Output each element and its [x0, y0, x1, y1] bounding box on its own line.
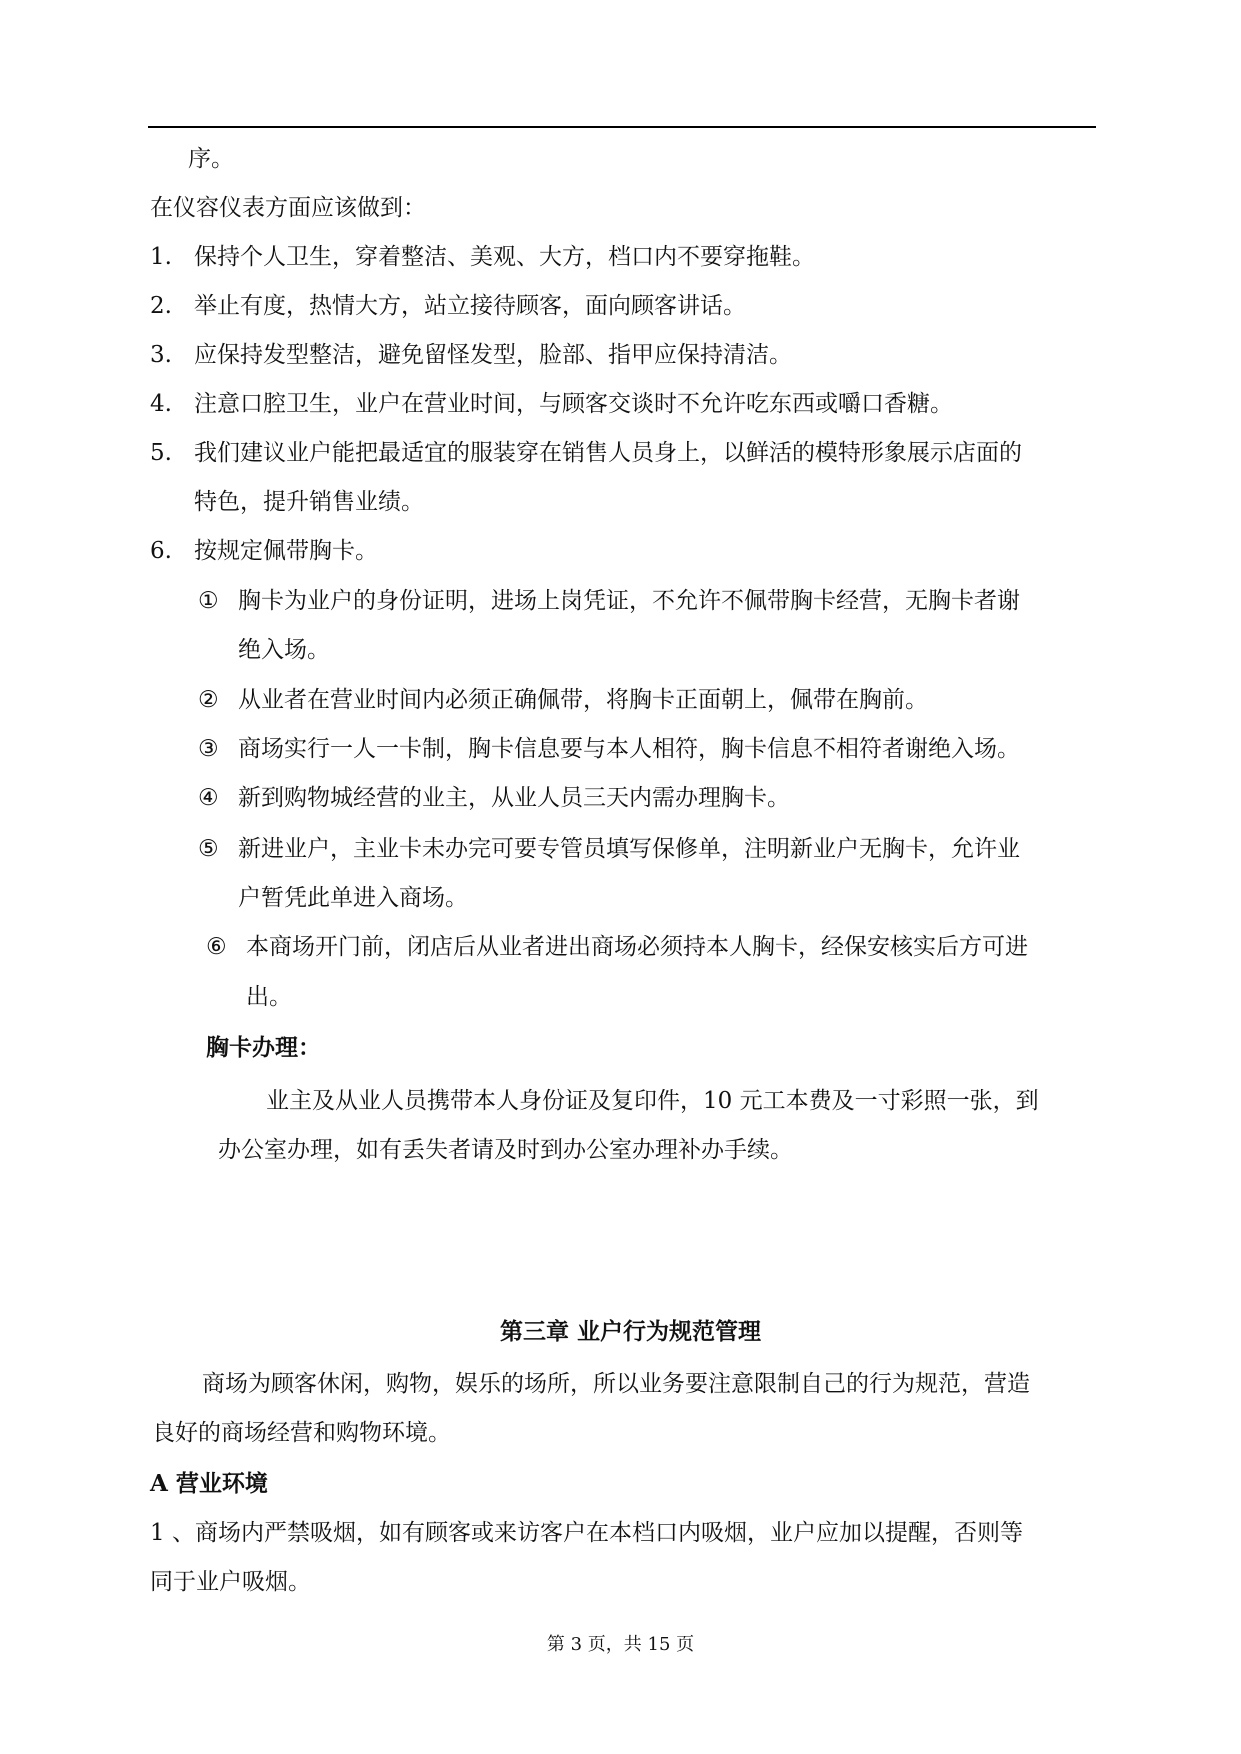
badge-paragraph: 业主及从业人员携带本人身份证及复印件，10 元工本费及一寸彩照一张，到 — [266, 1088, 1039, 1114]
sub-item: 从业者在营业时间内必须正确佩带，将胸卡正面朝上，佩带在胸前。 — [238, 687, 928, 713]
sub-item-continued: 绝入场。 — [238, 637, 330, 663]
page-footer: 第 3 页，共 15 页 — [546, 1634, 695, 1655]
badge-heading: 胸卡办理： — [206, 1034, 321, 1061]
rule-item-continued: 同于业户吸烟。 — [150, 1569, 311, 1595]
list-item: 举止有度，热情大方，站立接待顾客，面向顾客讲话。 — [194, 293, 746, 319]
sub-item-number: ② — [198, 687, 219, 713]
list-item: 按规定佩带胸卡。 — [194, 538, 378, 564]
list-item-number: 5. — [150, 440, 172, 466]
sub-item-number: ④ — [198, 785, 219, 811]
list-item: 我们建议业户能把最适宜的服装穿在销售人员身上，以鲜活的模特形象展示店面的 — [194, 440, 1022, 466]
sub-item: 本商场开门前，闭店后从业者进出商场必须持本人胸卡，经保安核实后方可进 — [246, 934, 1028, 960]
list-item-number: 2. — [150, 293, 172, 319]
sub-item: 新到购物城经营的业主，从业人员三天内需办理胸卡。 — [238, 785, 790, 811]
sub-item-continued: 户暂凭此单进入商场。 — [238, 885, 468, 911]
list-item-number: 4. — [150, 391, 172, 417]
badge-paragraph-continued: 办公室办理，如有丢失者请及时到办公室办理补办手续。 — [218, 1137, 793, 1163]
list-item: 保持个人卫生，穿着整洁、美观、大方，档口内不要穿拖鞋。 — [194, 244, 815, 270]
list-item-continued: 特色，提升销售业绩。 — [194, 489, 424, 515]
list-item: 注意口腔卫生，业户在营业时间，与顾客交谈时不允许吃东西或嚼口香糖。 — [194, 391, 953, 417]
list-item: 应保持发型整洁，避免留怪发型，脸部、指甲应保持清洁。 — [194, 342, 792, 368]
header-rule — [148, 126, 1096, 128]
sub-item: 新进业户，主业卡未办完可要专管员填写保修单，注明新业户无胸卡，允许业 — [238, 836, 1020, 862]
sub-item: 商场实行一人一卡制，胸卡信息要与本人相符，胸卡信息不相符者谢绝入场。 — [238, 736, 1020, 762]
list-item-number: 1. — [150, 244, 172, 270]
list-item-number: 3. — [150, 342, 172, 368]
continuation-text: 序。 — [188, 146, 234, 172]
chapter-intro: 商场为顾客休闲，购物，娱乐的场所，所以业务要注意限制自己的行为规范，营造 — [202, 1371, 1030, 1397]
rule-item: 1 、商场内严禁吸烟，如有顾客或来访客户在本档口内吸烟，业户应加以提醒，否则等 — [150, 1520, 1023, 1546]
sub-item-number: ⑤ — [198, 836, 219, 862]
section-heading: A 营业环境 — [150, 1470, 268, 1497]
sub-item-number: ① — [198, 588, 219, 614]
sub-item-number: ⑥ — [206, 934, 227, 960]
sub-item-continued: 出。 — [246, 984, 292, 1010]
appearance-intro: 在仪容仪表方面应该做到： — [150, 195, 426, 221]
chapter-title: 第三章 业户行为规范管理 — [500, 1318, 762, 1345]
sub-item: 胸卡为业户的身份证明，进场上岗凭证，不允许不佩带胸卡经营，无胸卡者谢 — [238, 588, 1020, 614]
chapter-intro-continued: 良好的商场经营和购物环境。 — [152, 1420, 451, 1446]
list-item-number: 6. — [150, 538, 172, 564]
sub-item-number: ③ — [198, 736, 219, 762]
